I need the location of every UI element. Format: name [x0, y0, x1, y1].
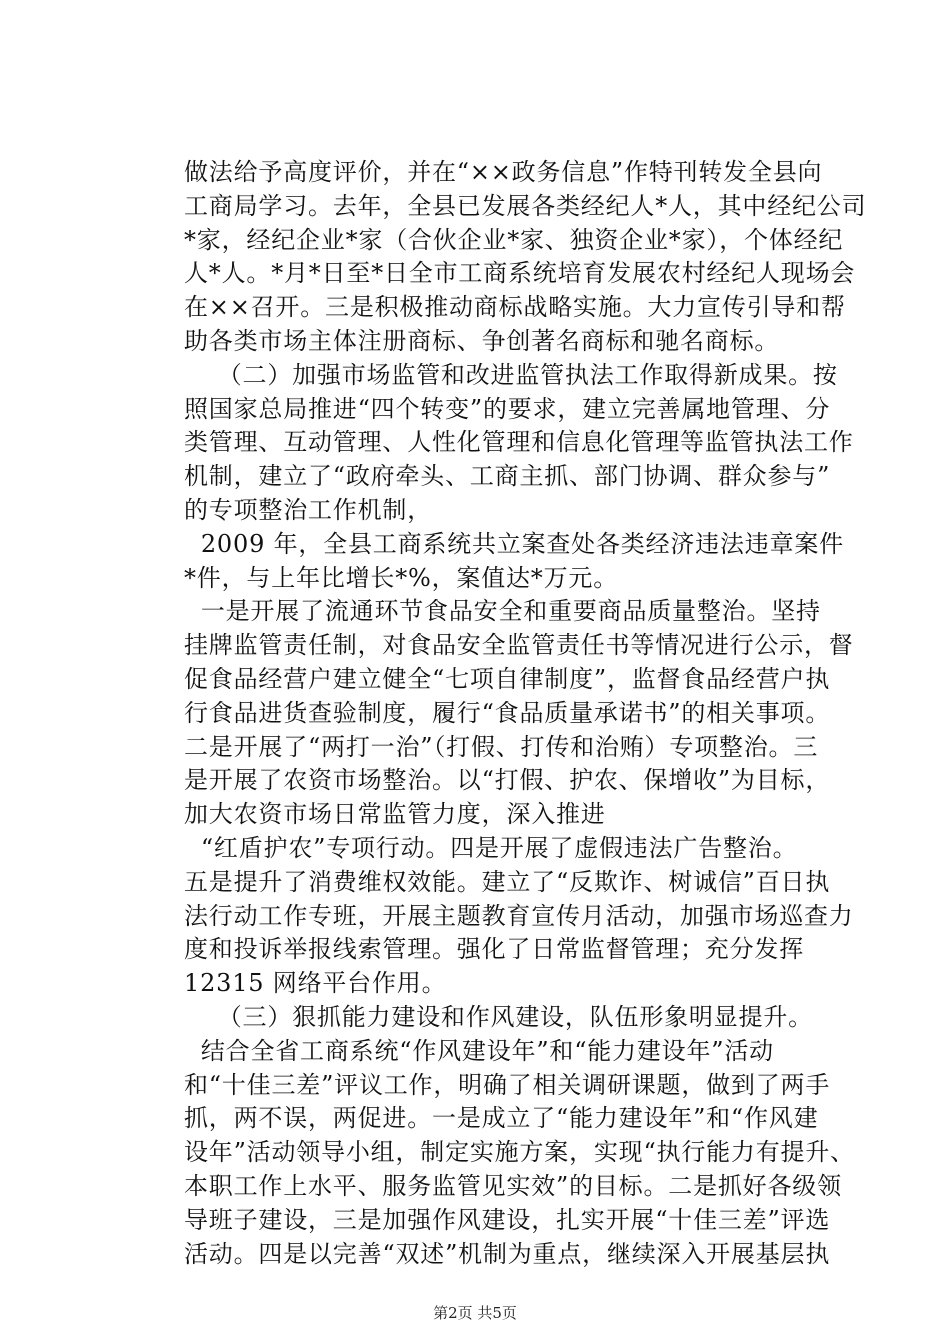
text-line: *件，与上年比增长*%，案值达*万元。: [184, 563, 619, 592]
text-line: 是开展了农资市场整治。以“打假、护农、保增收”为目标，: [184, 766, 831, 795]
text-line: 类管理、互动管理、人性化管理和信息化管理等监管执法工作: [184, 428, 854, 457]
text-line: 做法给予高度评价，并在“××政务信息”作特刊转发全县向: [184, 158, 823, 186]
page-footer: 第2页 共5页: [433, 1304, 517, 1322]
text-line: 工商局学习。去年，全县已发展各类经纪人*人，其中经纪公司: [184, 191, 867, 220]
text-line: 的专项整治工作机制，: [184, 495, 432, 524]
text-line: 行食品进货查验制度，履行“食品质量承诺书”的相关事项。: [184, 698, 831, 727]
text-line: 12315 网络平台作用。: [184, 969, 447, 998]
text-line: 二是开展了“两打一治”（打假、打传和治贿）专项整治。三: [184, 732, 819, 761]
document-body: [184, 156, 867, 1271]
text-line: 一是开展了流通环节食品安全和重要商品质量整治。坚持: [184, 597, 821, 626]
text-line: 机制，建立了“政府牵头、工商主抓、部门协调、群众参与”: [184, 462, 831, 491]
text-line: 助各类市场主体注册商标、争创著名商标和驰名商标。: [184, 326, 780, 355]
section-heading-line: （二）加强市场监管和改进监管执法工作取得新成果。按: [184, 360, 838, 389]
text-line: “红盾护农”专项行动。四是开展了虚假违法广告整治。: [184, 833, 798, 862]
text-line: 加大农资市场日常监管力度，深入推进: [184, 800, 606, 829]
text-line: 本职工作上水平、服务监管见实效”的目标。二是抓好各级领: [184, 1171, 842, 1200]
text-line: 五是提升了消费维权效能。建立了“反欺诈、树诚信”百日执: [184, 867, 831, 896]
text-line: 活动。四是以完善“双述”机制为重点，继续深入开展基层执: [184, 1239, 831, 1268]
text-line: 导班子建设，三是加强作风建设，扎实开展“十佳三差”评选: [184, 1205, 831, 1234]
text-line: 度和投诉举报线索管理。强化了日常监督管理；充分发挥: [184, 935, 804, 964]
text-line: 设年”活动领导小组，制定实施方案，实现“执行能力有提升、: [184, 1138, 855, 1167]
text-line: 和“十佳三差”评议工作，明确了相关调研课题，做到了两手: [184, 1070, 831, 1099]
text-line: 法行动工作专班，开展主题教育宣传月活动，加强市场巡查力: [184, 901, 854, 930]
text-line: 促食品经营户建立健全“七项自律制度”，监督食品经营户执: [184, 664, 831, 693]
text-line: *家，经纪企业*家（合伙企业*家、独资企业*家），个体经纪: [184, 225, 844, 254]
text-line: 结合全省工商系统“作风建设年”和“能力建设年”活动: [184, 1036, 774, 1065]
text-line: 照国家总局推进“四个转变”的要求，建立完善属地管理、分: [184, 394, 831, 423]
text-line: 2009 年，全县工商系统共立案查处各类经济违法违章案件: [184, 529, 844, 558]
text-line: 人*人。*月*日至*日全市工商系统培育发展农村经纪人现场会: [184, 259, 856, 288]
section-heading-line: （三）狠抓能力建设和作风建设，队伍形象明显提升。: [184, 1002, 813, 1031]
text-line: 在××召开。三是积极推动商标战略实施。大力宣传引导和帮: [184, 293, 846, 322]
text-line: 抓，两不误，两促进。一是成立了“能力建设年”和“作风建: [184, 1104, 819, 1133]
text-line: 挂牌监管责任制，对食品安全监管责任书等情况进行公示，督: [184, 631, 854, 660]
